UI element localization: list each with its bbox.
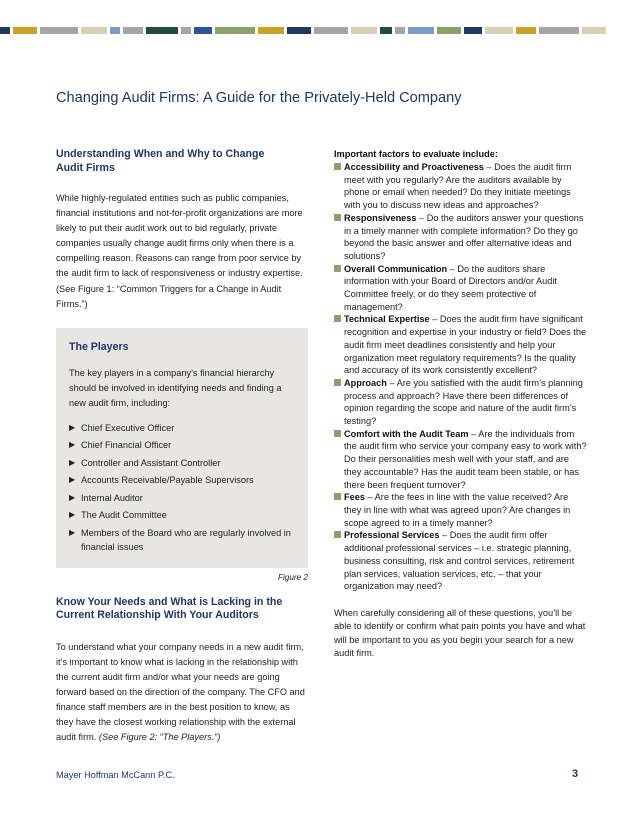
color-bar-segment [13,27,37,34]
color-bar-segment [437,27,461,34]
section1-heading: Understanding When and Why to Change Audit Firms [56,148,265,174]
players-list-item [69,456,296,471]
players-list-item [69,438,296,453]
color-bar-segment [110,27,120,34]
players-heading: The Players [69,340,129,353]
section2-body-text: To understand what your company needs in a new audit firm, it’s important to know what is lacking in the relationship with the current audit firm and/or what your needs are going forward based on the direction of the company. The CFO and finance staff members are in the best position to know, as they have the closest working relationship with the external audit firm. [56,641,305,743]
factor-name: Technical Expertise [344,314,430,325]
color-bar-segment [215,27,255,34]
players-list-item [69,473,296,488]
color-bar-segment [408,27,434,34]
factor-text: – Are the individuals from the audit firm who service your company easy to work with? Do their personalities mesh well with your staff, and are they accountable? Has the audit team been stable, or has there been frequent turnover? [344,428,587,490]
color-bar-segment [351,27,377,34]
players-list-item [69,508,296,523]
players-list-item-text: Controller and Assistant Controller [81,457,221,468]
color-bar-segment [380,27,392,34]
factor-item [334,491,588,529]
factor-text: – Does the audit firm meet with you regularly? Are the auditors available by phone or email when needed? Do they initiate meetings with you to discuss new ideas and approaches? [344,162,572,211]
factor-name: Professional Services [344,530,440,541]
factor-item [334,263,588,314]
color-bar-segment [194,27,212,34]
factor-text: – Are you satisfied with the audit firm’s planning process and approach? Have there been differences of opinion regarding the scope and nature of the audit firm’s testing? [344,377,583,427]
square-bullet-icon [334,531,341,538]
factor-name: Overall Communication [344,263,448,274]
factor-item [334,313,588,377]
color-bar-segment [287,27,311,34]
square-bullet-icon [334,163,341,170]
factors-list [334,161,588,593]
color-bar-segment [146,27,178,34]
square-bullet-icon [334,430,341,437]
triangle-bullet-icon: ▶ [69,440,76,450]
players-list [69,421,296,555]
section2-body [56,640,308,746]
color-bar-segment [464,27,482,34]
factor-item [334,529,588,593]
left-column [56,148,308,745]
triangle-bullet-icon: ▶ [69,527,76,537]
color-bar-segment [123,27,143,34]
factors-heading: Important factors to evaluate include: [334,149,498,159]
players-list-item-text: The Audit Committee [81,510,167,521]
triangle-bullet-icon: ▶ [69,457,76,467]
color-bar-segment [395,27,405,34]
section2-heading: Know Your Needs and What is Lacking in the Current Relationship With Your Auditors [56,595,283,622]
closing-paragraph: When carefully considering all of these questions, you’ll be able to identify or confirm what pain points you have and what will be important to you as you begin your search for a new audit firm. [334,607,586,659]
color-bar-segment [0,27,10,34]
triangle-bullet-icon: ▶ [69,475,76,485]
color-bar-segment [485,27,513,34]
players-list-item-text: Members of the Board who are regularly involved in financial issues [81,527,291,553]
factor-text: – Are the fees in line with the value received? Are they in line with what was agreed upon? Are changes in scope agreed to in a timely manner? [344,492,571,528]
players-intro: The key players in a company’s financial hierarchy should be involved in identifying needs and finding a new audit firm, including: [69,367,282,408]
factor-name: Comfort with the Audit Team [344,428,469,439]
color-bar-segment [81,27,107,34]
square-bullet-icon [334,265,341,272]
section2-figure-ref: (See Figure 2: “The Players.”) [98,732,221,743]
factor-name: Approach [344,377,387,388]
triangle-bullet-icon: ▶ [69,510,76,520]
factor-text: – Do the auditors share information with your Board of Directors and/or Audit Committee freely, or do they seem protective of management? [344,263,557,312]
color-bar-segment [582,27,606,34]
figure-caption: Figure 2 [277,572,308,582]
factor-item [334,428,588,492]
right-column [334,148,588,661]
square-bullet-icon [334,214,341,221]
players-list-item-text: Accounts Receivable/Payable Supervisors [81,475,254,486]
color-bar-segment [181,27,191,34]
factor-name: Accessibility and Proactiveness [344,162,484,172]
color-bar-segment [539,27,579,34]
factor-name: Responsiveness [344,212,417,223]
factor-item [334,212,588,263]
factor-item [334,377,588,428]
square-bullet-icon [334,379,341,386]
players-list-item [69,526,296,555]
players-list-item [69,491,296,506]
triangle-bullet-icon: ▶ [69,422,76,432]
players-list-item-text: Chief Executive Officer [81,422,175,433]
factor-name: Fees [344,492,365,503]
section1-body: While highly-regulated entities such as public companies, financial institutions and not-for-profit organizations are more likely to put their audit work out to bid regularly, private companies usually change audit firms only when there is a compelling reason. Reasons can range from poor service by the audit firm to lack of responsiveness or industry expertise. (See Figure 1: “Common Triggers for a Change in Audit Firms.”) [56,193,303,309]
square-bullet-icon [334,493,341,500]
factor-text: – Does the audit firm have significant recognition and expertise in your industry or field? Does the audit firm meet deadlines consistently and help your organization meet regulatory requirements? Is the quality and accuracy of its work consistently excellent? [344,314,587,376]
players-list-item-text: Internal Auditor [81,492,143,503]
color-bar-segment [40,27,78,34]
page-title: Changing Audit Firms: A Guide for the Privately-Held Company [56,90,462,106]
factor-item [334,161,588,212]
players-list-item-text: Chief Financial Officer [81,440,172,451]
color-bar-segment [258,27,284,34]
square-bullet-icon [334,315,341,322]
players-box [56,328,308,568]
page-number: 3 [572,768,579,780]
color-bar-segment [516,27,536,34]
color-bar-segment [314,27,348,34]
header-color-bar [0,27,640,34]
factor-text: – Do the auditors answer your questions in a timely manner with complete information? Do they go beyond the basic answer and offer alternative ideas and solutions? [344,212,584,261]
players-list-item [69,421,296,436]
triangle-bullet-icon: ▶ [69,492,76,502]
footer-firm-name: Mayer Hoffman McCann P.C. [56,770,175,780]
factor-text: – Does the audit firm offer additional professional services – i.e. strategic planning, business consulting, risk and control services, retirement plan services, valuation services, etc. – that your organization may need? [344,530,575,592]
